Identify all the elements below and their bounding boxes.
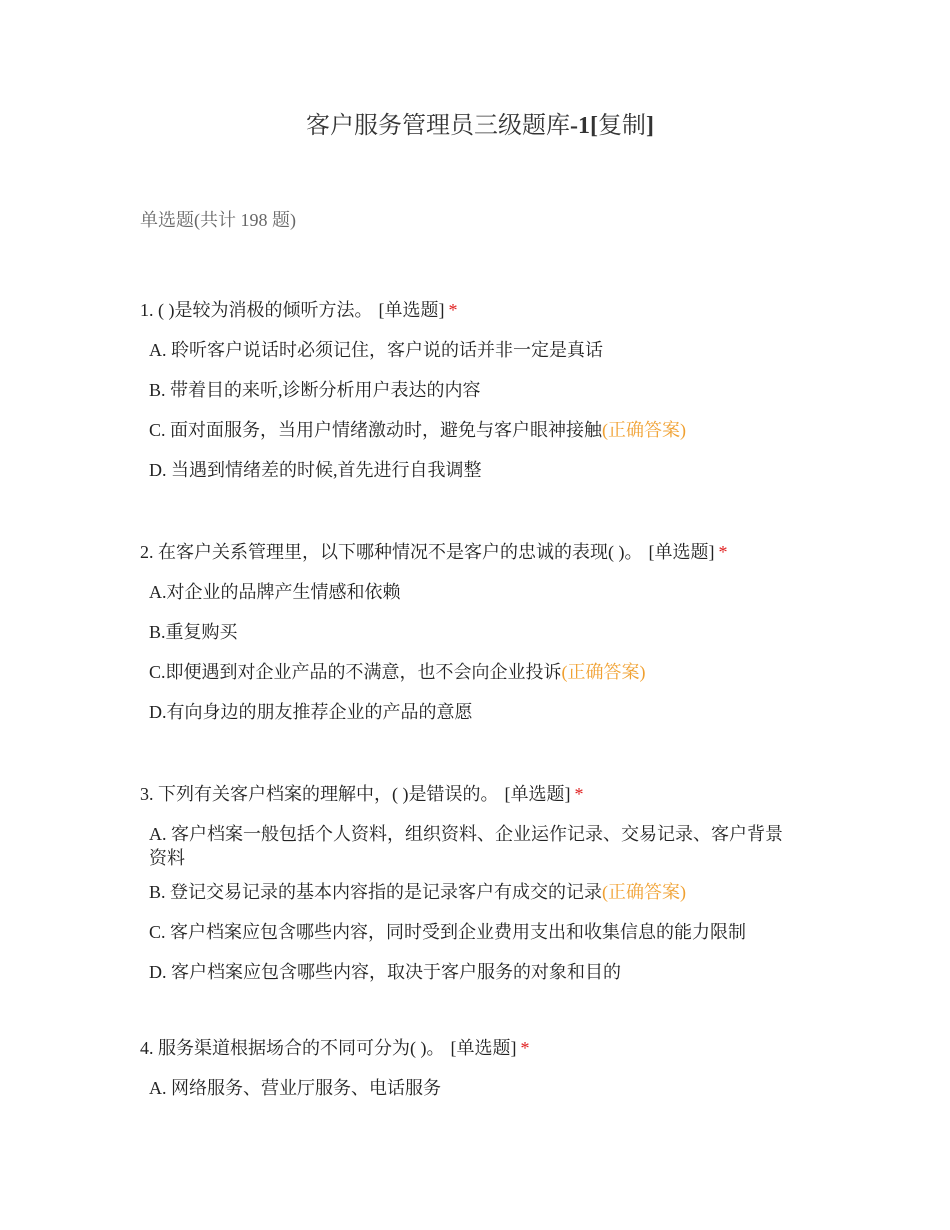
correct-answer-tag: (正确答案) (602, 420, 687, 440)
option-d (149, 960, 797, 984)
option-text: A. 网络服务、营业厅服务、电话服务 (149, 1078, 441, 1098)
correct-answer-tag: (正确答案) (602, 882, 687, 902)
option-d (149, 458, 797, 482)
question-type: [单选题] (378, 300, 445, 320)
section-header: 单选题(共计 198 题) (140, 210, 296, 230)
option-b (149, 378, 797, 402)
option-text: B. 带着目的来听,诊断分析用户表达的内容 (149, 380, 481, 400)
question-type: [单选题] (450, 1038, 517, 1058)
question-2 (140, 539, 820, 740)
title-main: 客户服务管理员三级题库 (306, 113, 570, 139)
question-text: 3. 下列有关客户档案的理解中，( )是错误的。 (140, 784, 499, 804)
question-stem (140, 297, 820, 323)
option-text: C.即便遇到对企业产品的不满意，也不会向企业投诉 (149, 662, 562, 682)
question-text: 4. 服务渠道根据场合的不同可分为( )。 (140, 1038, 445, 1058)
option-text: B. 登记交易记录的基本内容指的是记录客户有成交的记录 (149, 882, 603, 902)
question-1 (140, 297, 820, 498)
page-title (0, 110, 950, 142)
option-text: C. 面对面服务，当用户情绪激动时，避免与客户眼神接触 (149, 420, 603, 440)
option-text: A. 客户档案一般包括个人资料，组织资料、企业运作记录、交易记录、客户背景资料 (149, 824, 783, 868)
required-star: * (718, 542, 728, 562)
question-type: [单选题] (504, 784, 571, 804)
option-b (149, 880, 797, 904)
option-text: D.有向身边的朋友推荐企业的产品的意愿 (149, 702, 473, 722)
option-c (149, 418, 797, 442)
question-3 (140, 781, 820, 1000)
option-b (149, 620, 797, 644)
question-stem (140, 1035, 820, 1061)
required-star: * (520, 1038, 530, 1058)
option-c (149, 920, 797, 944)
option-d (149, 700, 797, 724)
option-c (149, 660, 797, 684)
title-suffix: -1[ (570, 113, 598, 139)
option-a (149, 580, 797, 604)
question-stem (140, 781, 820, 807)
option-text: A.对企业的品牌产生情感和依赖 (149, 582, 401, 602)
question-text: 1. ( )是较为消极的倾听方法。 (140, 300, 373, 320)
required-star: * (448, 300, 458, 320)
question-type: [单选题] (648, 542, 715, 562)
title-close-bracket: ] (645, 113, 654, 139)
correct-answer-tag: (正确答案) (561, 662, 646, 682)
option-text: D. 当遇到情绪差的时候,首先进行自我调整 (149, 460, 482, 480)
option-a (149, 822, 797, 870)
option-a (149, 338, 797, 362)
option-text: D. 客户档案应包含哪些内容，取决于客户服务的对象和目的 (149, 962, 621, 982)
question-stem (140, 539, 820, 565)
option-text: B.重复购买 (149, 622, 238, 642)
title-copy-text: 复制 (597, 113, 646, 139)
question-text: 2. 在客户关系管理里，以下哪种情况不是客户的忠诚的表现( )。 (140, 542, 643, 562)
required-star: * (574, 784, 584, 804)
option-text: C. 客户档案应包含哪些内容，同时受到企业费用支出和收集信息的能力限制 (149, 922, 747, 942)
option-text: A. 聆听客户说话时必须记住，客户说的话并非一定是真话 (149, 340, 603, 360)
question-4 (140, 1035, 820, 1116)
option-a (149, 1076, 797, 1100)
